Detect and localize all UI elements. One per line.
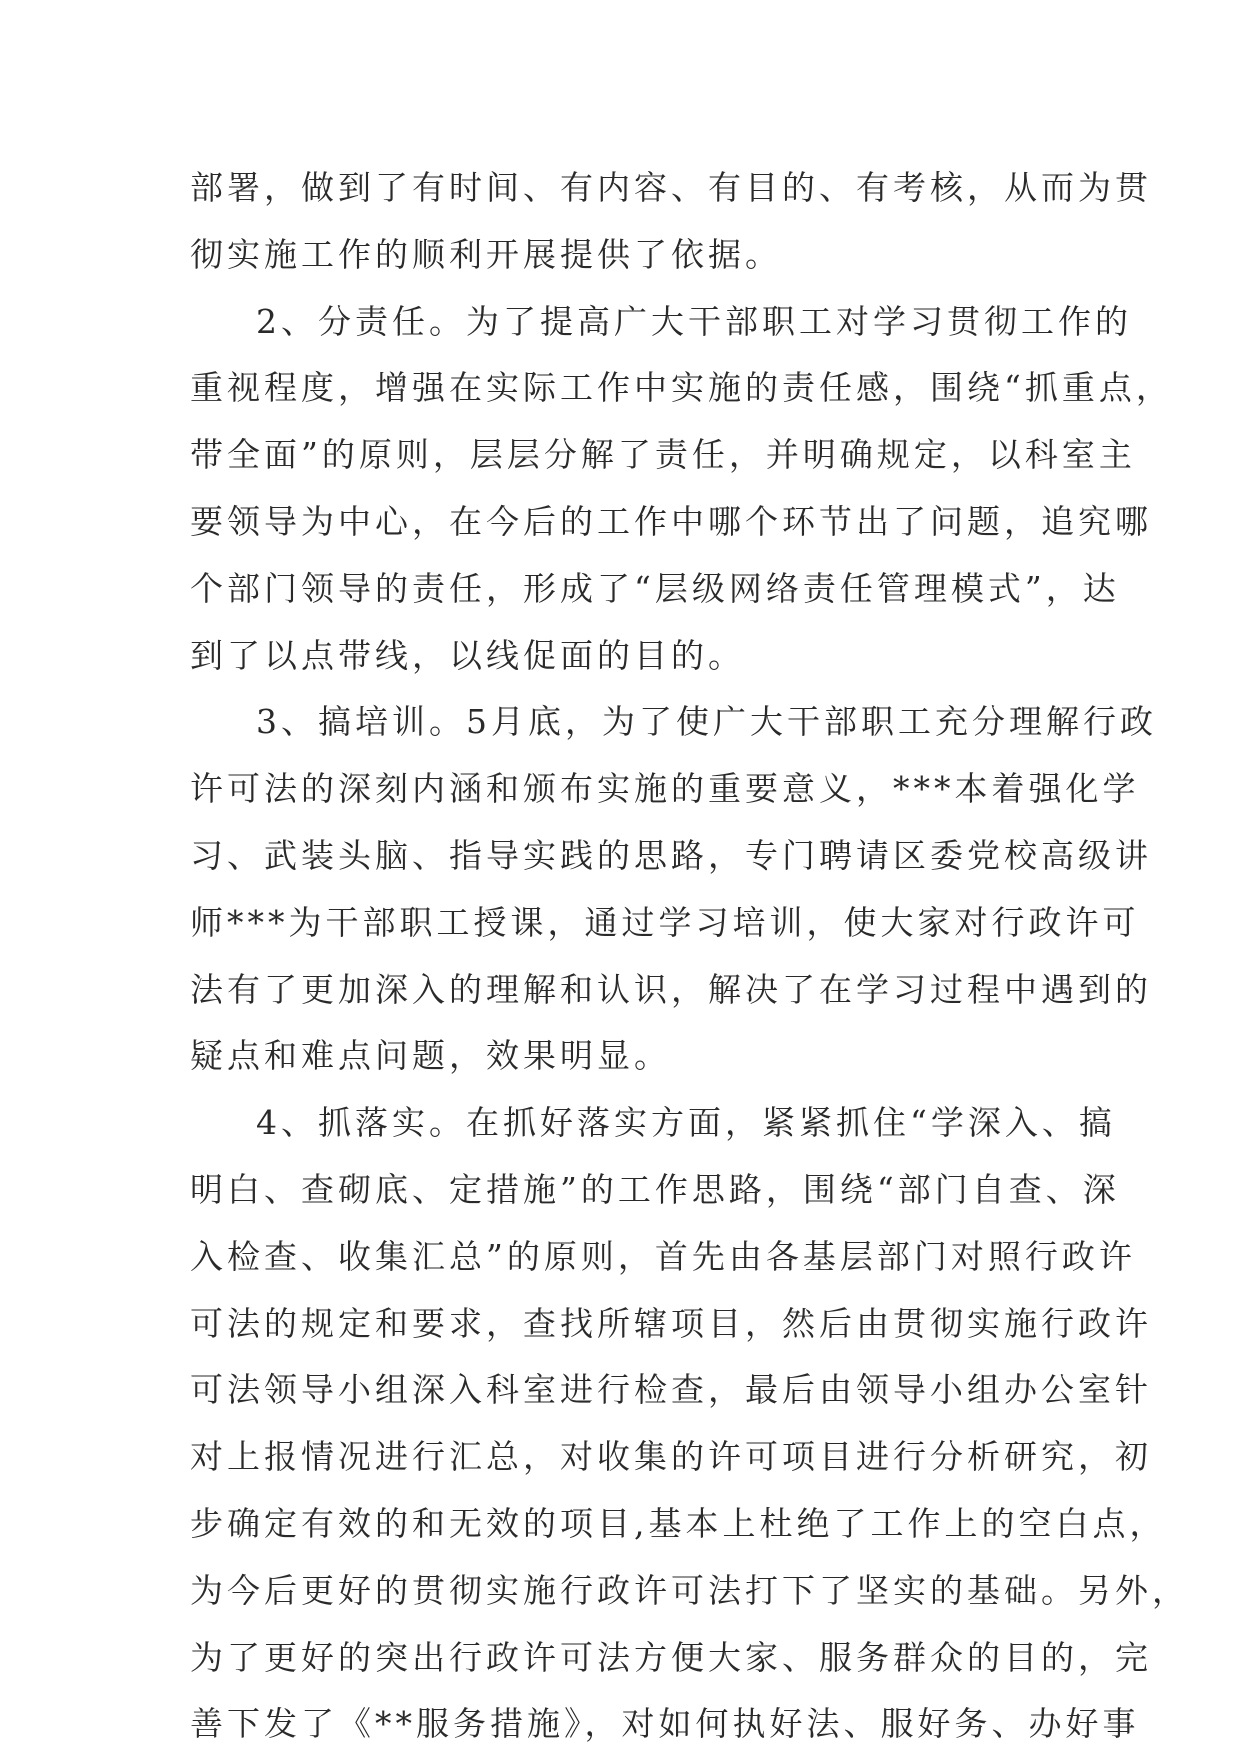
- document-body: [190, 155, 1189, 1758]
- text-line: 到了以点带线，以线促面的目的。: [190, 635, 745, 675]
- paragraph-2: [190, 289, 1173, 690]
- text-line: 习、武装头脑、指导实践的思路，专门聘请区委党校高级讲: [190, 835, 1152, 875]
- text-line: 带全面”的原则，层层分解了责任，并明确规定，以科室主: [190, 435, 1136, 475]
- text-line: 许可法的深刻内涵和颁布实施的重要意义，***本着强化学: [190, 769, 1140, 809]
- text-line: 法有了更加深入的理解和认识，解决了在学习过程中遇到的: [190, 969, 1152, 1009]
- paragraph-4: [190, 1090, 1189, 1758]
- text-line: 3、搞培训。5月底，为了使广大干部职工充分理解行政: [256, 702, 1157, 742]
- text-line: 师***为干部职工授课，通过学习培训，使大家对行政许可: [190, 902, 1140, 942]
- text-line: 对上报情况进行汇总，对收集的许可项目进行分析研究，初: [190, 1437, 1152, 1477]
- text-line: 为了更好的突出行政许可法方便大家、服务群众的目的，完: [190, 1637, 1152, 1677]
- text-line: 可法的规定和要求，查找所辖项目，然后由贯彻实施行政许: [190, 1303, 1152, 1343]
- text-line: 要领导为中心，在今后的工作中哪个环节出了问题，追究哪: [190, 501, 1152, 541]
- text-line: 个部门领导的责任，形成了“层级网络责任管理模式”，达: [190, 568, 1120, 608]
- text-line: 部署，做到了有时间、有内容、有目的、有考核，从而为贯: [190, 168, 1152, 207]
- text-line: 可法领导小组深入科室进行检查，最后由领导小组办公室针: [190, 1370, 1152, 1410]
- text-line: 善下发了《**服务措施》，对如何执好法、服好务、办好事: [190, 1704, 1140, 1744]
- text-line: 2、分责任。为了提高广大干部职工对学习贯彻工作的: [256, 301, 1132, 341]
- text-line: 步确定有效的和无效的项目,基本上杜绝了工作上的空白点，: [190, 1503, 1167, 1543]
- paragraph-1: [190, 155, 1152, 289]
- text-line: 彻实施工作的顺利开展提供了依据。: [190, 234, 782, 274]
- text-line: 疑点和难点问题，效果明显。: [190, 1036, 671, 1076]
- paragraph-3: [190, 689, 1157, 1090]
- text-line: 重视程度，增强在实际工作中实施的责任感，围绕“抓重点，: [190, 368, 1173, 408]
- text-line: 为今后更好的贯彻实施行政许可法打下了坚实的基础。另外，: [190, 1570, 1189, 1610]
- text-line: 4、抓落实。在抓好落实方面，紧紧抓住“学深入、搞: [256, 1103, 1116, 1143]
- text-line: 明白、查砌底、定措施”的工作思路，围绕“部门自查、深: [190, 1169, 1120, 1209]
- text-line: 入检查、收集汇总”的原则，首先由各基层部门对照行政许: [190, 1236, 1136, 1276]
